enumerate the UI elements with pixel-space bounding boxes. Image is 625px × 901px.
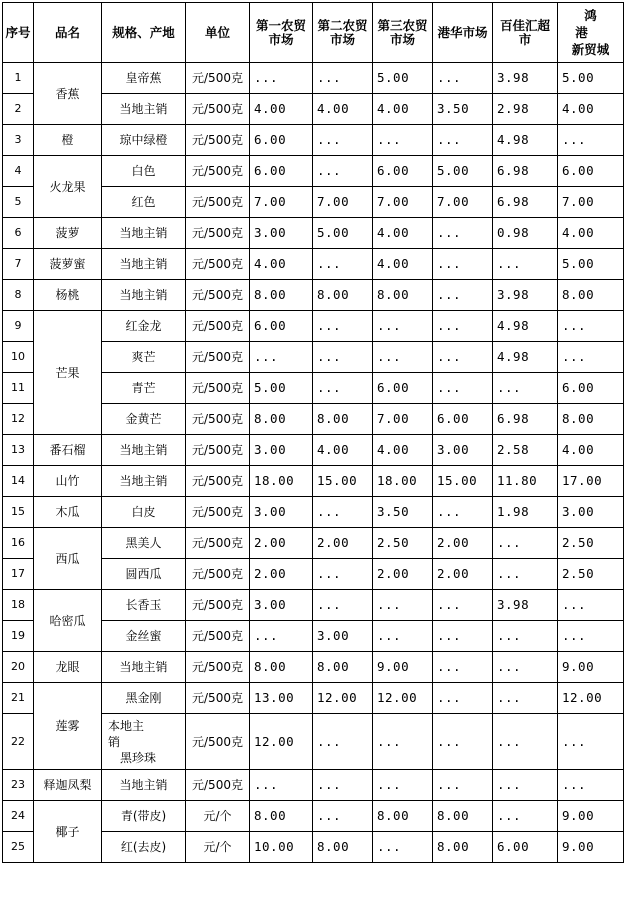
row-seq: 5 [3, 187, 34, 218]
price-cell-market-5: 3.98 [493, 63, 558, 94]
table-row [3, 249, 624, 280]
row-spec: 白皮 [102, 497, 186, 528]
row-spec: 当地主销 [102, 435, 186, 466]
price-cell-market-5: ... [493, 652, 558, 683]
price-cell-market-2: 5.00 [313, 218, 373, 249]
row-spec: 青芒 [102, 373, 186, 404]
price-cell-market-6: ... [558, 770, 624, 801]
header-name: 品名 [34, 3, 102, 63]
price-cell-market-4: 3.00 [433, 435, 493, 466]
price-cell-market-1: 8.00 [250, 652, 313, 683]
price-cell-market-6: 2.50 [558, 528, 624, 559]
price-cell-market-2: 3.00 [313, 621, 373, 652]
price-cell-market-2: 4.00 [313, 435, 373, 466]
price-cell-market-6: 4.00 [558, 435, 624, 466]
price-cell-market-5: 6.98 [493, 187, 558, 218]
row-product-name: 火龙果 [34, 156, 102, 218]
price-cell-market-1: 2.00 [250, 559, 313, 590]
price-cell-market-3: 4.00 [373, 94, 433, 125]
row-unit: 元/500克 [186, 94, 250, 125]
header-market-1: 第一农贸 市场 [250, 3, 313, 63]
price-cell-market-3: 2.00 [373, 559, 433, 590]
price-cell-market-6: 8.00 [558, 280, 624, 311]
price-cell-market-2: 12.00 [313, 683, 373, 714]
table-row [3, 125, 624, 156]
row-spec: 爽芒 [102, 342, 186, 373]
price-cell-market-1: 8.00 [250, 801, 313, 832]
row-spec: 当地主销 [102, 466, 186, 497]
price-cell-market-1: 7.00 [250, 187, 313, 218]
row-unit: 元/500克 [186, 187, 250, 218]
row-unit: 元/500克 [186, 218, 250, 249]
price-cell-market-3: ... [373, 621, 433, 652]
row-seq: 25 [3, 832, 34, 863]
row-seq: 7 [3, 249, 34, 280]
row-spec: 黑美人 [102, 528, 186, 559]
price-cell-market-4: 2.00 [433, 528, 493, 559]
price-cell-market-5: 6.98 [493, 156, 558, 187]
table-row [3, 435, 624, 466]
price-cell-market-6: 3.00 [558, 497, 624, 528]
price-cell-market-4: ... [433, 249, 493, 280]
row-seq: 4 [3, 156, 34, 187]
price-cell-market-4: 7.00 [433, 187, 493, 218]
price-cell-market-2: ... [313, 801, 373, 832]
price-cell-market-5: ... [493, 528, 558, 559]
price-cell-market-3: 7.00 [373, 404, 433, 435]
price-cell-market-3: ... [373, 590, 433, 621]
row-product-name: 山竹 [34, 466, 102, 497]
price-cell-market-2: ... [313, 770, 373, 801]
price-cell-market-5: ... [493, 683, 558, 714]
price-cell-market-1: ... [250, 621, 313, 652]
price-cell-market-4: 5.00 [433, 156, 493, 187]
table-row [3, 590, 624, 621]
price-cell-market-4: 3.50 [433, 94, 493, 125]
row-product-name: 菠萝蜜 [34, 249, 102, 280]
price-cell-market-6: ... [558, 714, 624, 770]
row-unit: 元/500克 [186, 559, 250, 590]
price-cell-market-3: 6.00 [373, 156, 433, 187]
price-cell-market-5: 4.98 [493, 125, 558, 156]
row-unit: 元/个 [186, 832, 250, 863]
row-spec: 白色 [102, 156, 186, 187]
row-unit: 元/500克 [186, 249, 250, 280]
row-product-name: 木瓜 [34, 497, 102, 528]
price-cell-market-5: 1.98 [493, 497, 558, 528]
row-seq: 9 [3, 311, 34, 342]
table-row [3, 528, 624, 559]
price-cell-market-3: 6.00 [373, 373, 433, 404]
price-cell-market-2: 4.00 [313, 94, 373, 125]
price-cell-market-5: 4.98 [493, 311, 558, 342]
header-market-6: 鸿 港 新贸城 [558, 3, 624, 63]
price-cell-market-2: ... [313, 311, 373, 342]
table-row [3, 218, 624, 249]
price-cell-market-4: 6.00 [433, 404, 493, 435]
price-cell-market-4: ... [433, 218, 493, 249]
price-cell-market-3: 7.00 [373, 187, 433, 218]
price-cell-market-1: 3.00 [250, 590, 313, 621]
row-seq: 12 [3, 404, 34, 435]
table-row [3, 156, 624, 187]
row-seq: 20 [3, 652, 34, 683]
row-seq: 1 [3, 63, 34, 94]
price-cell-market-2: ... [313, 559, 373, 590]
row-product-name: 橙 [34, 125, 102, 156]
price-cell-market-5: 0.98 [493, 218, 558, 249]
price-cell-market-2: ... [313, 63, 373, 94]
price-cell-market-2: ... [313, 497, 373, 528]
price-cell-market-4: ... [433, 590, 493, 621]
price-cell-market-1: 3.00 [250, 435, 313, 466]
price-cell-market-2: ... [313, 342, 373, 373]
row-unit: 元/500克 [186, 590, 250, 621]
row-spec: 红(去皮) [102, 832, 186, 863]
price-cell-market-1: 8.00 [250, 404, 313, 435]
row-seq: 24 [3, 801, 34, 832]
price-cell-market-1: 13.00 [250, 683, 313, 714]
price-cell-market-1: 6.00 [250, 156, 313, 187]
row-spec: 当地主销 [102, 249, 186, 280]
row-seq: 11 [3, 373, 34, 404]
price-cell-market-6: 2.50 [558, 559, 624, 590]
row-product-name: 西瓜 [34, 528, 102, 590]
price-cell-market-4: ... [433, 280, 493, 311]
price-cell-market-1: 4.00 [250, 249, 313, 280]
row-unit: 元/500克 [186, 435, 250, 466]
row-product-name: 莲雾 [34, 683, 102, 770]
row-product-name: 龙眼 [34, 652, 102, 683]
price-cell-market-6: 5.00 [558, 249, 624, 280]
price-cell-market-2: ... [313, 125, 373, 156]
price-cell-market-3: 8.00 [373, 801, 433, 832]
price-cell-market-5: 6.98 [493, 404, 558, 435]
row-spec: 当地主销 [102, 94, 186, 125]
price-cell-market-2: ... [313, 590, 373, 621]
price-cell-market-6: ... [558, 621, 624, 652]
price-cell-market-4: ... [433, 714, 493, 770]
row-seq: 16 [3, 528, 34, 559]
row-spec: 黑金刚 [102, 683, 186, 714]
row-unit: 元/500克 [186, 125, 250, 156]
price-cell-market-6: 5.00 [558, 63, 624, 94]
price-cell-market-6: 4.00 [558, 218, 624, 249]
price-cell-market-1: ... [250, 342, 313, 373]
row-spec: 当地主销 [102, 218, 186, 249]
price-cell-market-6: 9.00 [558, 832, 624, 863]
table-row [3, 63, 624, 94]
row-unit: 元/500克 [186, 342, 250, 373]
row-seq: 22 [3, 714, 34, 770]
price-cell-market-1: 4.00 [250, 94, 313, 125]
row-spec: 红色 [102, 187, 186, 218]
price-cell-market-4: 8.00 [433, 832, 493, 863]
row-spec: 皇帝蕉 [102, 63, 186, 94]
row-spec: 红金龙 [102, 311, 186, 342]
row-product-name: 释迦凤梨 [34, 770, 102, 801]
price-cell-market-1: ... [250, 770, 313, 801]
price-cell-market-5: ... [493, 801, 558, 832]
row-unit: 元/500克 [186, 311, 250, 342]
price-cell-market-3: ... [373, 125, 433, 156]
price-cell-market-3: ... [373, 714, 433, 770]
price-cell-market-4: ... [433, 311, 493, 342]
row-unit: 元/500克 [186, 714, 250, 770]
price-cell-market-4: 15.00 [433, 466, 493, 497]
price-cell-market-4: ... [433, 652, 493, 683]
price-cell-market-6: 9.00 [558, 652, 624, 683]
row-unit: 元/500克 [186, 621, 250, 652]
price-cell-market-6: ... [558, 342, 624, 373]
price-cell-market-2: 8.00 [313, 404, 373, 435]
row-spec: 青(带皮) [102, 801, 186, 832]
price-cell-market-6: 4.00 [558, 94, 624, 125]
row-unit: 元/500克 [186, 466, 250, 497]
row-unit: 元/500克 [186, 770, 250, 801]
price-cell-market-3: 4.00 [373, 218, 433, 249]
price-cell-market-1: 3.00 [250, 218, 313, 249]
table-row [3, 652, 624, 683]
row-product-name: 椰子 [34, 801, 102, 863]
row-spec: 当地主销 [102, 280, 186, 311]
price-cell-market-1: 10.00 [250, 832, 313, 863]
header-market-2: 第二农贸 市场 [313, 3, 373, 63]
row-product-name: 香蕉 [34, 63, 102, 125]
row-product-name: 番石榴 [34, 435, 102, 466]
row-seq: 15 [3, 497, 34, 528]
table-row [3, 311, 624, 342]
price-cell-market-3: 3.50 [373, 497, 433, 528]
row-unit: 元/个 [186, 801, 250, 832]
row-unit: 元/500克 [186, 497, 250, 528]
row-product-name: 芒果 [34, 311, 102, 435]
price-cell-market-6: 17.00 [558, 466, 624, 497]
row-spec: 长香玉 [102, 590, 186, 621]
row-spec [102, 714, 186, 770]
row-seq: 3 [3, 125, 34, 156]
row-seq: 10 [3, 342, 34, 373]
price-cell-market-3: ... [373, 342, 433, 373]
row-unit: 元/500克 [186, 373, 250, 404]
price-cell-market-3: 4.00 [373, 435, 433, 466]
price-cell-market-6: 9.00 [558, 801, 624, 832]
price-cell-market-6: 6.00 [558, 373, 624, 404]
price-cell-market-4: ... [433, 125, 493, 156]
price-cell-market-5: 2.98 [493, 94, 558, 125]
price-cell-market-4: ... [433, 770, 493, 801]
table-row [3, 770, 624, 801]
price-cell-market-3: 4.00 [373, 249, 433, 280]
spec-line: 销 [108, 734, 121, 749]
price-cell-market-6: ... [558, 590, 624, 621]
price-cell-market-5: ... [493, 770, 558, 801]
price-cell-market-6: ... [558, 311, 624, 342]
price-cell-market-5: 3.98 [493, 280, 558, 311]
price-cell-market-2: 8.00 [313, 280, 373, 311]
price-cell-market-3: ... [373, 311, 433, 342]
price-cell-market-5: ... [493, 559, 558, 590]
price-cell-market-3: 9.00 [373, 652, 433, 683]
price-cell-market-2: 15.00 [313, 466, 373, 497]
table-row [3, 801, 624, 832]
price-cell-market-5: ... [493, 373, 558, 404]
price-cell-market-2: 2.00 [313, 528, 373, 559]
table-row [3, 280, 624, 311]
price-cell-market-5: 2.58 [493, 435, 558, 466]
table-row [3, 683, 624, 714]
price-cell-market-1: 12.00 [250, 714, 313, 770]
price-cell-market-2: 8.00 [313, 832, 373, 863]
price-cell-market-5: ... [493, 621, 558, 652]
header-spec: 规格、产地 [102, 3, 186, 63]
row-seq: 6 [3, 218, 34, 249]
row-spec: 圆西瓜 [102, 559, 186, 590]
header-unit: 单位 [186, 3, 250, 63]
price-table [2, 2, 624, 863]
price-cell-market-3: 12.00 [373, 683, 433, 714]
price-cell-market-1: 3.00 [250, 497, 313, 528]
price-cell-market-6: 8.00 [558, 404, 624, 435]
price-cell-market-6: 12.00 [558, 683, 624, 714]
price-cell-market-6: 7.00 [558, 187, 624, 218]
row-seq: 14 [3, 466, 34, 497]
price-cell-market-2: ... [313, 373, 373, 404]
price-cell-market-4: ... [433, 63, 493, 94]
row-unit: 元/500克 [186, 156, 250, 187]
price-cell-market-5: ... [493, 249, 558, 280]
price-cell-market-5: 3.98 [493, 590, 558, 621]
price-cell-market-4: ... [433, 683, 493, 714]
price-cell-market-3: ... [373, 770, 433, 801]
row-product-name: 菠萝 [34, 218, 102, 249]
header-market-4: 港华市场 [433, 3, 493, 63]
price-cell-market-1: 5.00 [250, 373, 313, 404]
price-cell-market-5: 4.98 [493, 342, 558, 373]
price-cell-market-2: 7.00 [313, 187, 373, 218]
price-cell-market-4: ... [433, 373, 493, 404]
row-seq: 19 [3, 621, 34, 652]
row-seq: 18 [3, 590, 34, 621]
price-cell-market-2: ... [313, 156, 373, 187]
row-unit: 元/500克 [186, 652, 250, 683]
row-spec: 金黄芒 [102, 404, 186, 435]
price-cell-market-5: 6.00 [493, 832, 558, 863]
price-cell-market-4: 8.00 [433, 801, 493, 832]
price-cell-market-4: ... [433, 497, 493, 528]
price-cell-market-1: ... [250, 63, 313, 94]
price-cell-market-1: 18.00 [250, 466, 313, 497]
table-row [3, 497, 624, 528]
price-cell-market-2: ... [313, 714, 373, 770]
spec-line: 本地主 [108, 718, 145, 733]
spec-line: 黑珍珠 [120, 750, 157, 765]
row-unit: 元/500克 [186, 280, 250, 311]
price-cell-market-1: 6.00 [250, 125, 313, 156]
row-unit: 元/500克 [186, 528, 250, 559]
row-seq: 17 [3, 559, 34, 590]
row-seq: 8 [3, 280, 34, 311]
price-cell-market-4: ... [433, 342, 493, 373]
row-seq: 23 [3, 770, 34, 801]
price-cell-market-4: ... [433, 621, 493, 652]
row-product-name: 哈密瓜 [34, 590, 102, 652]
price-cell-market-3: 18.00 [373, 466, 433, 497]
price-cell-market-6: 6.00 [558, 156, 624, 187]
row-spec: 琼中绿橙 [102, 125, 186, 156]
row-unit: 元/500克 [186, 404, 250, 435]
row-unit: 元/500克 [186, 683, 250, 714]
price-cell-market-5: 11.80 [493, 466, 558, 497]
price-cell-market-1: 2.00 [250, 528, 313, 559]
header-row [3, 3, 624, 63]
row-spec: 当地主销 [102, 770, 186, 801]
row-spec: 当地主销 [102, 652, 186, 683]
row-seq: 21 [3, 683, 34, 714]
table-row [3, 466, 624, 497]
price-cell-market-3: 2.50 [373, 528, 433, 559]
row-seq: 2 [3, 94, 34, 125]
header-seq: 序号 [3, 3, 34, 63]
row-unit: 元/500克 [186, 63, 250, 94]
price-cell-market-3: 5.00 [373, 63, 433, 94]
price-cell-market-1: 8.00 [250, 280, 313, 311]
header-market-5: 百佳汇超 市 [493, 3, 558, 63]
price-cell-market-4: 2.00 [433, 559, 493, 590]
price-cell-market-3: ... [373, 832, 433, 863]
price-cell-market-2: ... [313, 249, 373, 280]
price-cell-market-5: ... [493, 714, 558, 770]
price-cell-market-3: 8.00 [373, 280, 433, 311]
price-cell-market-2: 8.00 [313, 652, 373, 683]
header-market-3: 第三农贸 市场 [373, 3, 433, 63]
row-spec: 金丝蜜 [102, 621, 186, 652]
price-cell-market-1: 6.00 [250, 311, 313, 342]
row-seq: 13 [3, 435, 34, 466]
price-cell-market-6: ... [558, 125, 624, 156]
row-product-name: 杨桃 [34, 280, 102, 311]
